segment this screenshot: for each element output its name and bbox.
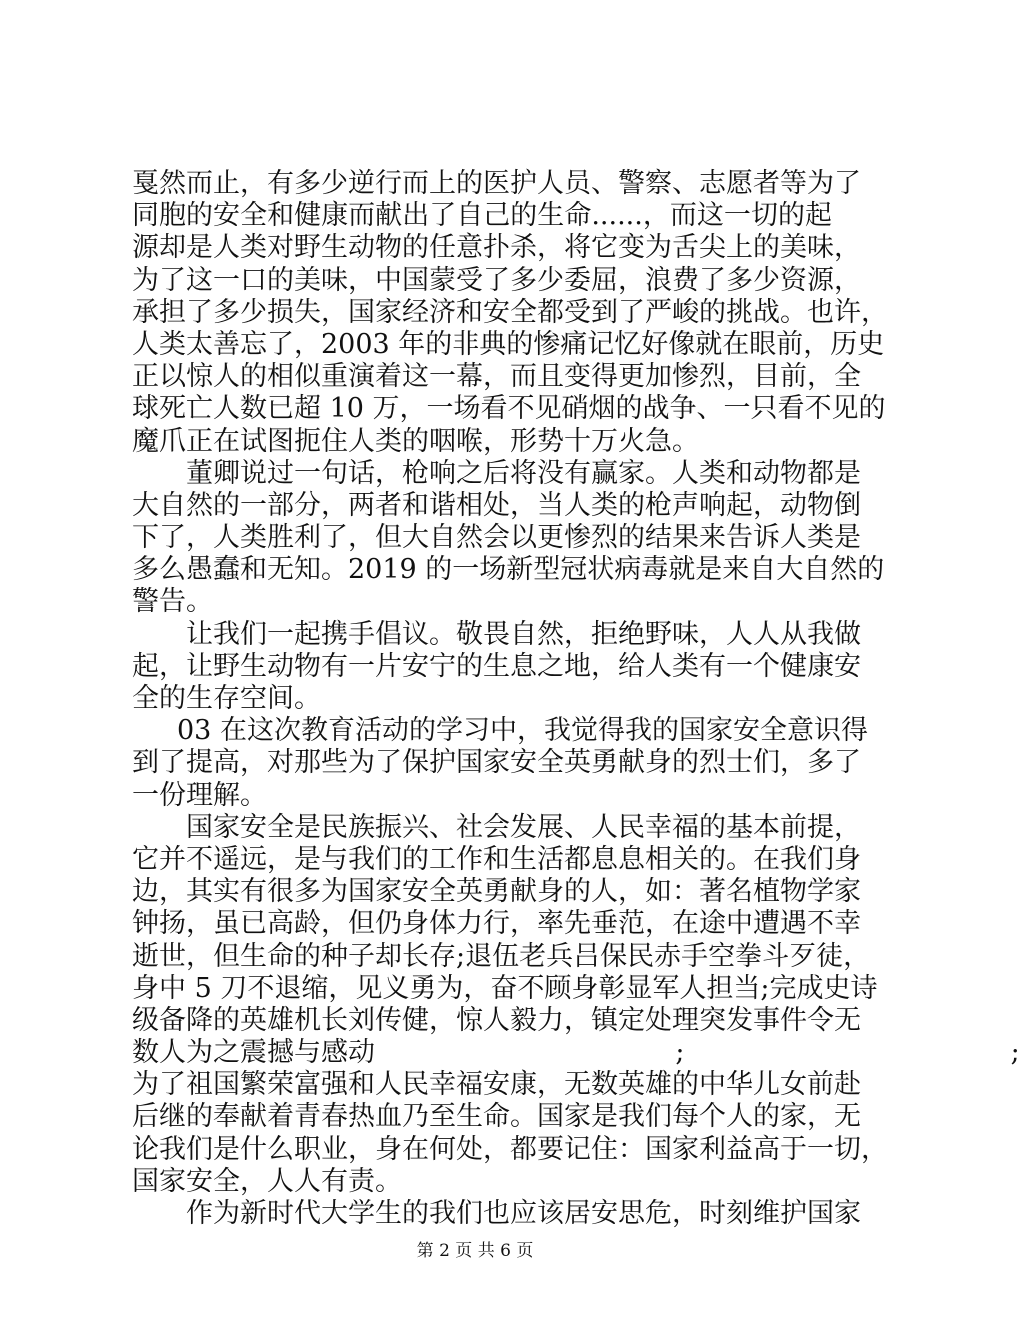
page-number-label: 第 2 页 共 6 页 — [416, 1241, 534, 1261]
paragraph-first-line: 让我们一起携手倡议。敬畏自然，拒绝野味，人人从我做 — [186, 618, 861, 650]
text-line: 魔爪正在试图扼住人类的咽喉，形势十万火急。 — [132, 425, 699, 457]
text-line: 警告。 — [132, 586, 213, 618]
text-line: 边，其实有很多为国家安全英勇献身的人，如：著名植物学家 — [132, 876, 861, 908]
paragraph-first-line: 董卿说过一句话，枪响之后将没有赢家。人类和动物都是 — [186, 457, 861, 489]
text-line: 球死亡人数已超 10 万，一场看不见硝烟的战争、一只看不见的 — [132, 393, 886, 425]
paragraph-first-line: 作为新时代大学生的我们也应该居安思危，时刻维护国家 — [186, 1198, 861, 1229]
text-line: 它并不遥远，是与我们的工作和生活都息息相关的。在我们身 — [132, 843, 861, 875]
text-line: 同胞的安全和健康而献出了自己的生命......，而这一切的起 — [132, 200, 832, 232]
text-line: 起，让野生动物有一片安宁的生息之地，给人类有一个健康安 — [132, 650, 861, 682]
paragraph-first-line: 03 在这次教育活动的学习中，我觉得我的国家安全意识得 — [177, 715, 868, 747]
text-line: 钟扬，虽已高龄，但仍身体力行，率先垂范，在途中遭遇不幸 — [132, 908, 861, 940]
page-footer — [0, 1240, 950, 1262]
text-line: 到了提高，对那些为了保护国家安全英勇献身的烈士们，多了 — [132, 747, 861, 779]
document-body — [132, 168, 1020, 1230]
paragraph-first-line: 国家安全是民族振兴、社会发展、人民幸福的基本前提， — [186, 811, 861, 843]
text-line: 后继的奉献着青春热血乃至生命。国家是我们每个人的家，无 — [132, 1101, 861, 1133]
text-line: 级备降的英雄机长刘传健，惊人毅力，镇定处理突发事件令无 — [132, 1004, 861, 1036]
text-line: 国家安全，人人有责。 — [132, 1165, 402, 1197]
text-line: 数人为之震撼与感动 ; ; — [132, 1037, 1020, 1069]
text-line: 论我们是什么职业，身在何处，都要记住：国家利益高于一切， — [132, 1133, 888, 1165]
text-line: 承担了多少损失，国家经济和安全都受到了严峻的挑战。也许， — [132, 296, 888, 328]
text-line: 全的生存空间。 — [132, 683, 321, 714]
text-line: 多么愚蠢和无知。2019 的一场新型冠状病毒就是来自大自然的 — [132, 554, 885, 586]
text-line: 逝世，但生命的种子却长存;退伍老兵吕保民赤手空拳斗歹徒， — [132, 940, 871, 972]
text-line: 下了，人类胜利了，但大自然会以更惨烈的结果来告诉人类是 — [132, 522, 861, 554]
text-line: 为了祖国繁荣富强和人民幸福安康，无数英雄的中华儿女前赴 — [132, 1069, 861, 1101]
text-line: 身中 5 刀不退缩，见义勇为，奋不顾身彰显军人担当;完成史诗 — [132, 972, 878, 1004]
text-line: 人类太善忘了，2003 年的非典的惨痛记忆好像就在眼前，历史 — [132, 328, 885, 360]
text-line: 源却是人类对野生动物的任意扑杀，将它变为舌尖上的美味， — [132, 232, 861, 264]
text-line: 戛然而止，有多少逆行而上的医护人员、警察、志愿者等为了 — [132, 168, 861, 199]
text-line: 大自然的一部分，两者和谐相处，当人类的枪声响起，动物倒 — [132, 489, 861, 521]
text-line: 一份理解。 — [132, 779, 267, 811]
text-line: 为了这一口的美味，中国蒙受了多少委屈，浪费了多少资源， — [132, 264, 861, 296]
text-line: 正以惊人的相似重演着这一幕，而且变得更加惨烈，目前，全 — [132, 361, 861, 393]
